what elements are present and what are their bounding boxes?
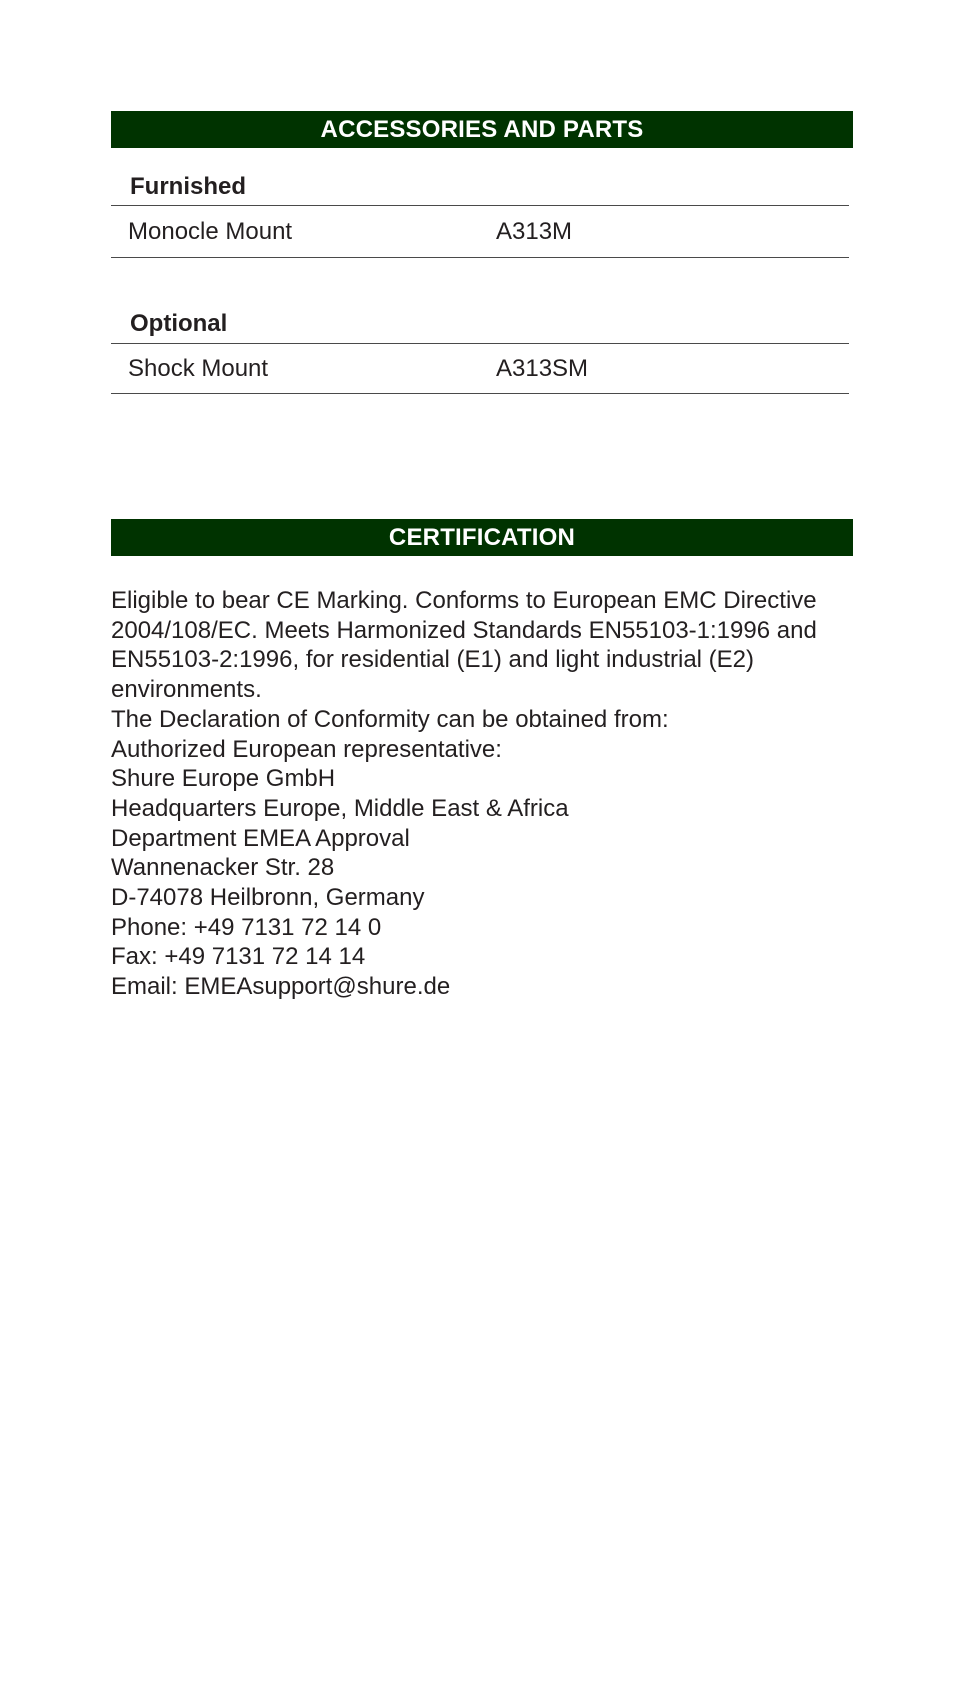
certification-line: Fax: +49 7131 72 14 14 [111,943,366,971]
optional-top-rule [111,343,849,344]
certification-paragraph: Eligible to bear CE Marking. Conforms to European EMC Directive 2004/108/EC. Meets Harmonized Standards EN55103-1:1996 and EN55103-2:1996, for residential (E1) and light industrial (E2) environments. [111,587,817,704]
certification-line: Department EMEA Approval [111,824,410,852]
furnished-bottom-rule [111,257,849,258]
certification-line: Authorized European representative: [111,735,502,763]
certification-line: Shure Europe GmbH [111,765,336,793]
certification-body [111,586,853,1002]
accessories-header: ACCESSORIES AND PARTS [111,111,853,148]
certification-line: The Declaration of Conformity can be obtained from: [111,705,669,733]
furnished-title: Furnished [130,173,247,200]
optional-title: Optional [130,310,228,337]
certification-email: Email: EMEAsupport@shure.de [111,973,451,1001]
certification-line: Headquarters Europe, Middle East & Africa [111,794,569,822]
certification-line: Wannenacker Str. 28 [111,854,335,882]
certification-header: CERTIFICATION [111,519,853,556]
certification-line: D-74078 Heilbronn, Germany [111,884,425,912]
optional-item-name: Shock Mount [128,355,269,382]
certification-line: Phone: +49 7131 72 14 0 [111,913,382,941]
optional-bottom-rule [111,393,849,394]
optional-item-code: A313SM [496,355,589,382]
furnished-item-code: A313M [496,218,573,245]
furnished-item-name: Monocle Mount [128,218,293,245]
furnished-top-rule [111,205,849,206]
